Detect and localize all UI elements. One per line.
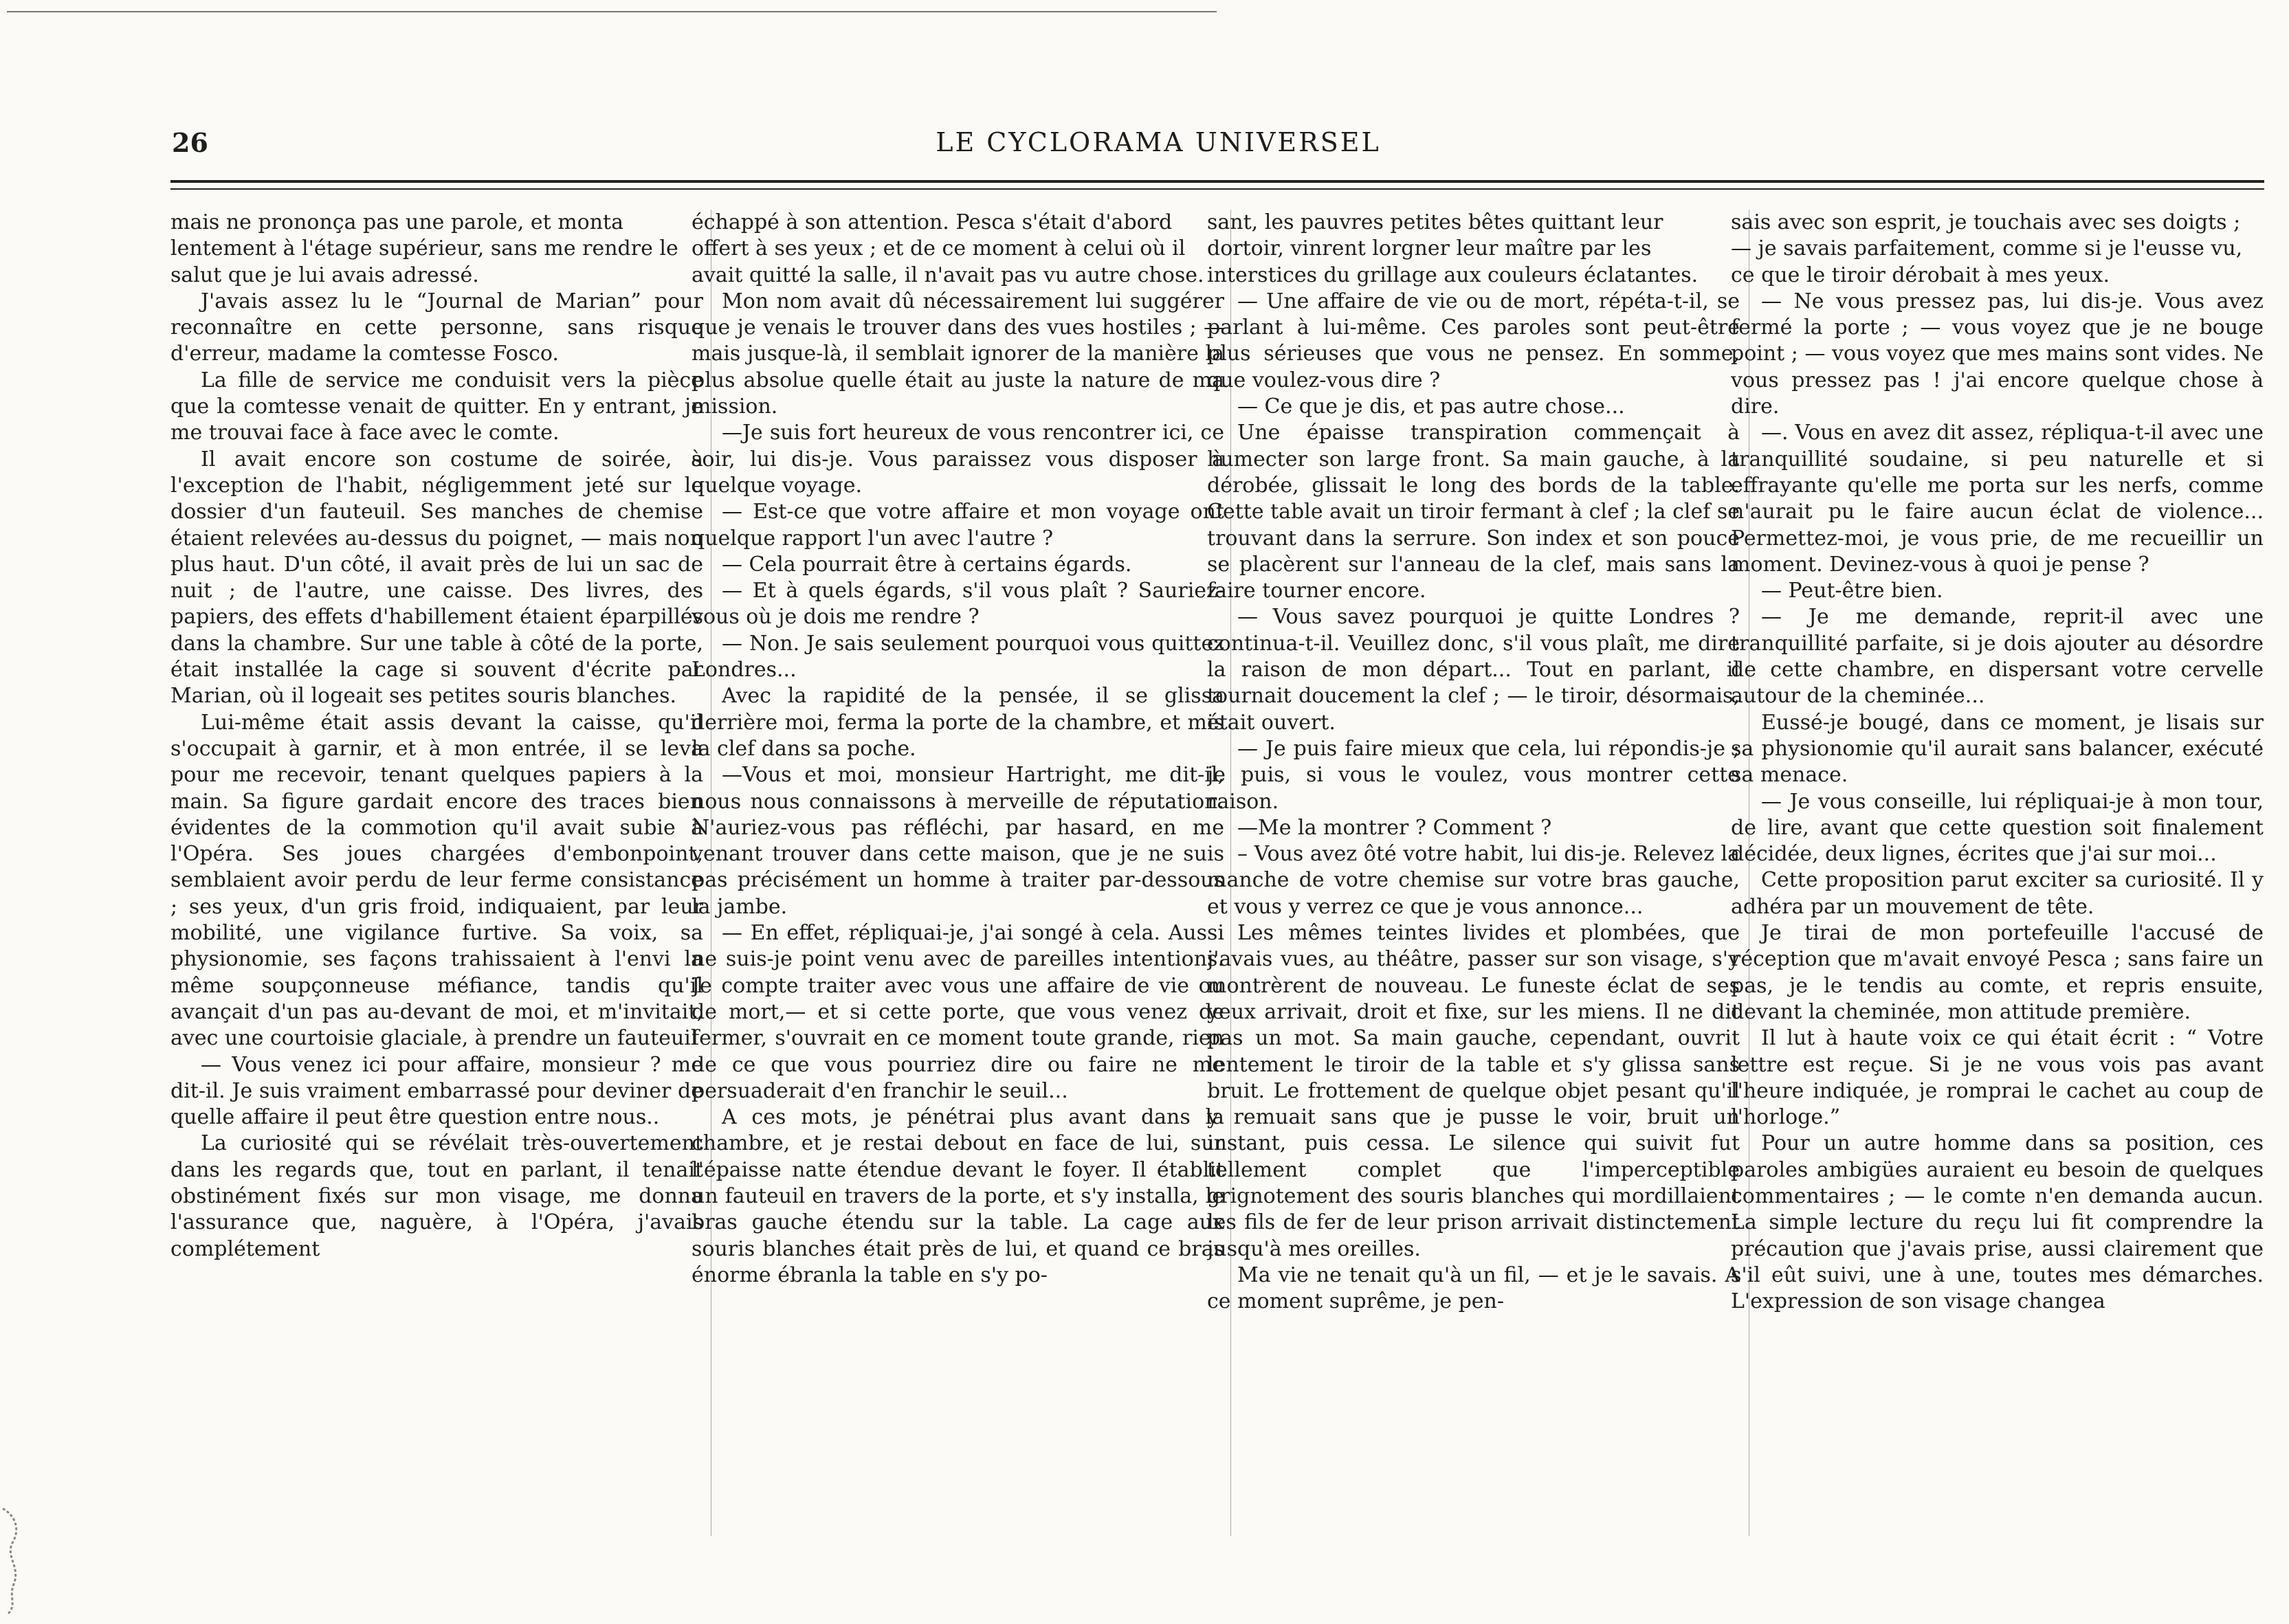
paragraph: sant, les pauvres petites bêtes quittant leur dortoir, vinrent lorgner leur maître par les interstices du grillage aux couleurs éclatantes.: [1207, 210, 1699, 287]
paragraph: — Je vous conseille, lui répliquai-je à mon tour, de lire, avant que cette question soit finalement décidée, deux lignes, écrites que j'ai sur moi...: [1731, 789, 2264, 867]
paragraph: Je tirai de mon portefeuille l'accusé de réception que m'avait envoyé Pesca ; sans faire un pas, je le tendis au comte, et repris ensuite, devant la cheminée, mon attitude première.: [1731, 921, 2264, 1024]
column-2: [692, 210, 1224, 1536]
column-3: [1207, 210, 1740, 1536]
paragraph: —Me la montrer ? Comment ?: [1237, 815, 1552, 840]
running-title: LE CYCLORAMA UNIVERSEL: [936, 127, 1381, 157]
column-4: [1731, 210, 2264, 1536]
page-number: 26: [172, 127, 208, 158]
top-rule: [7, 11, 1217, 12]
paragraph: — Ce que je dis, et pas autre chose...: [1237, 394, 1625, 419]
paragraph: Il lut à haute voix ce qui était écrit : “ Votre lettre est reçue. Si je ne vous vois pas avant l'heure indiquée, je romprai le cachet au coup de l'horloge.”: [1731, 1026, 2264, 1130]
paragraph: Une épaisse transpiration commençait à humecter son large front. Sa main gauche, à la dérobée, glissait le long des bords de la table. Cette table avait un tiroir fermant à clef ; la clef se trouvant dans la serrure. Son index et son pouce se placèrent sur l'anneau de la clef, mais sans la faire tourner encore.: [1207, 421, 1740, 603]
paragraph: — Non. Je sais seulement pourquoi vous quittez Londres...: [692, 631, 1224, 682]
paragraph: — Je puis faire mieux que cela, lui répondis-je ; je puis, si vous le voulez, vous montrer cette raison.: [1207, 736, 1740, 814]
paragraph: Avec la rapidité de la pensée, il se glissa derrière moi, ferma la porte de la chambre, et mis la clef dans sa poche.: [692, 684, 1224, 761]
paragraph: —Je suis fort heureux de vous rencontrer ici, ce soir, lui dis-je. Vous paraissez vous disposer à quelque voyage.: [692, 421, 1224, 498]
paragraph: Les mêmes teintes livides et plombées, que j'avais vues, au théâtre, passer sur son visage, s'y montrèrent de nouveau. Le funeste éclat de ses yeux arrivait, droit et fixe, sur les miens. Il ne dit pas un mot. Sa main gauche, cependant, ouvrit lentement le tiroir de la table et s'y glissa sans bruit. Le frottement de quelque objet pesant qu'il y remuait sans que je pusse le voir, bruit un instant, puis cessa. Le silence qui suivit fut tellement complet que l'imperceptible grignotement des souris blanches qui mordillaient les fils de fer de leur prison arrivait distinctement jusqu'à mes oreilles.: [1207, 921, 1740, 1261]
paragraph: Ma vie ne tenait qu'à un fil, — et je le savais. A ce moment suprême, je pen-: [1207, 1263, 1740, 1314]
paragraph: —Vous et moi, monsieur Hartright, me dit-il, nous nous connaissons à merveille de réputation. N'auriez-vous pas réfléchi, par hasard, en me venant trouver dans cette maison, que je ne suis pas précisément un homme à traiter par-dessous la jambe.: [692, 763, 1224, 919]
paragraph: — Une affaire de vie ou de mort, répéta-t-il, se parlant à lui-même. Ces paroles sont peut-être plus sérieuses que vous ne pensez. En somme, que voulez-vous dire ?: [1207, 289, 1740, 392]
paragraph: Cette proposition parut exciter sa curiosité. Il y adhéra par un mouvement de tête.: [1731, 868, 2264, 919]
paragraph: — En effet, répliquai-je, j'ai songé à cela. Aussi ne suis-je point venu avec de pareilles intentions. Je compte traiter avec vous une affaire de vie ou de mort,— et si cette porte, que vous venez de fermer, s'ouvrait en ce moment toute grande, rien de ce que vous pourriez dire ou faire ne me persuaderait d'en franchir le seuil...: [692, 921, 1224, 1103]
paragraph: A ces mots, je pénétrai plus avant dans la chambre, et je restai debout en face de lui, sur l'épaisse natte étendue devant le foyer. Il établit un fauteuil en travers de la porte, et s'y installa, le bras gauche étendu sur la table. La cage aux souris blanches était près de lui, et quand ce bras énorme ébranla la table en s'y po-: [692, 1105, 1224, 1287]
paragraph: Il avait encore son costume de soirée, à l'exception de l'habit, négligemment jeté sur le dossier d'un fauteuil. Ses manches de chemise étaient relevées au-dessus du poignet, — mais non plus haut. D'un côté, il avait près de lui un sac de nuit ; de l'autre, une caisse. Des livres, des papiers, des effets d'habillement étaient éparpillés dans la chambre. Sur une table à côté de la porte, était installée la cage si souvent d'écrite par Marian, où il logeait ses petites souris blanches.: [170, 447, 703, 709]
paragraph: La curiosité qui se révélait très-ouvertement dans les regards que, tout en parlant, il tenait obstinément fixés sur mon visage, me donna l'assurance que, naguère, à l'Opéra, j'avais complétement: [170, 1131, 703, 1261]
column-1: [170, 210, 703, 1536]
ink-smudge-mark: [0, 1502, 41, 1619]
paragraph: —. Vous en avez dit assez, répliqua-t-il avec une tranquillité soudaine, si peu naturelle et si effrayante qu'elle me porta sur les nerfs, comme n'aurait pu le faire aucun éclat de violence... Permettez-moi, je vous prie, de me recueillir un moment. Devinez-vous à quoi je pense ?: [1731, 421, 2264, 577]
paragraph: — Est-ce que votre affaire et mon voyage ont quelque rapport l'un avec l'autre ?: [692, 500, 1224, 550]
paragraph: La fille de service me conduisit vers la pièce que la comtesse venait de quitter. En y entrant, je me trouvai face à face avec le comte.: [170, 368, 703, 445]
paragraph: — Vous savez pourquoi je quitte Londres ? continua-t-il. Veuillez donc, s'il vous plaît, me dire la raison de mon départ... Tout en parlant, il tournait doucement la clef ; — le tiroir, désormais, était ouvert.: [1207, 605, 1740, 735]
paragraph: — Cela pourrait être à certains égards.: [722, 552, 1132, 577]
paragraph: Lui-même était assis devant la caisse, qu'il s'occupait à garnir, et à mon entrée, il se leva pour me recevoir, tenant quelques papiers à la main. Sa figure gardait encore des traces bien évidentes de la commotion qu'il avait subie à l'Opéra. Ses joues chargées d'embonpoint, semblaient avoir perdu de leur ferme consistance ; ses yeux, d'un gris froid, indiquaient, par leur mobilité, une vigilance furtive. Sa voix, sa physionomie, ses façons trahissaient à l'envi la même soupçonneuse méfiance, tandis qu'il avançait d'un pas au-devant de moi, et m'invitait, avec une courtoisie glaciale, à prendre un fauteuil: [170, 710, 703, 1051]
paragraph: J'avais assez lu le “Journal de Marian” pour reconnaître en cette personne, sans risque d'erreur, madame la comtesse Fosco.: [170, 289, 703, 366]
header-rule: [170, 180, 2264, 190]
paragraph: — Ne vous pressez pas, lui dis-je. Vous avez fermé la porte ; — vous voyez que je ne bouge point ; — vous voyez que mes mains sont vides. Ne vous pressez pas ! j'ai encore quelque chose à dire.: [1731, 289, 2264, 419]
paragraph: échappé à son attention. Pesca s'était d'abord offert à ses yeux ; et de ce moment à celui où il avait quitté la salle, il n'avait pas vu autre chose.: [692, 210, 1204, 287]
paragraph: – Vous avez ôté votre habit, lui dis-je. Relevez la manche de votre chemise sur votre bras gauche, et vous y verrez ce que je vous annonce...: [1207, 842, 1740, 919]
paragraph: — Et à quels égards, s'il vous plaît ? Sauriez-vous où je dois me rendre ?: [692, 579, 1224, 630]
paragraph: Eussé-je bougé, dans ce moment, je lisais sur sa physionomie qu'il aurait sans balancer, exécuté sa menace.: [1731, 710, 2264, 788]
paragraph: Pour un autre homme dans sa position, ces paroles ambigües auraient eu besoin de quelques commentaires ; — le comte n'en demanda aucun. La simple lecture du reçu lui fit comprendre la précaution que j'avais prise, aussi clairement que s'il eût suivi, une à une, toutes mes démarches. L'expression de son visage changea: [1731, 1131, 2264, 1314]
paragraph: sais avec son esprit, je touchais avec ses doigts ; — je savais parfaitement, comme si je l'eusse vu, ce que le tiroir dérobait à mes yeux.: [1731, 210, 2243, 287]
paragraph: — Je me demande, reprit-il avec une tranquillité parfaite, si je dois ajouter au désordre de cette chambre, en dispersant votre cervelle autour de la cheminée...: [1731, 605, 2264, 709]
paragraph: — Vous venez ici pour affaire, monsieur ? me dit-il. Je suis vraiment embarrassé pour deviner de quelle affaire il peut être question entre nous..: [170, 1052, 703, 1130]
page-header: [0, 127, 2289, 168]
paragraph: mais ne prononça pas une parole, et monta lentement à l'étage supérieur, sans me rendre le salut que je lui avais adressé.: [170, 210, 678, 287]
paragraph: — Peut-être bien.: [1761, 579, 1943, 603]
paragraph: Mon nom avait dû nécessairement lui suggérer que je venais le trouver dans des vues hostiles ; — mais jusque-là, il semblait ignorer de la manière la plus absolue quelle était au juste la nature de ma mission.: [692, 289, 1224, 419]
text-columns: [170, 210, 2264, 1536]
